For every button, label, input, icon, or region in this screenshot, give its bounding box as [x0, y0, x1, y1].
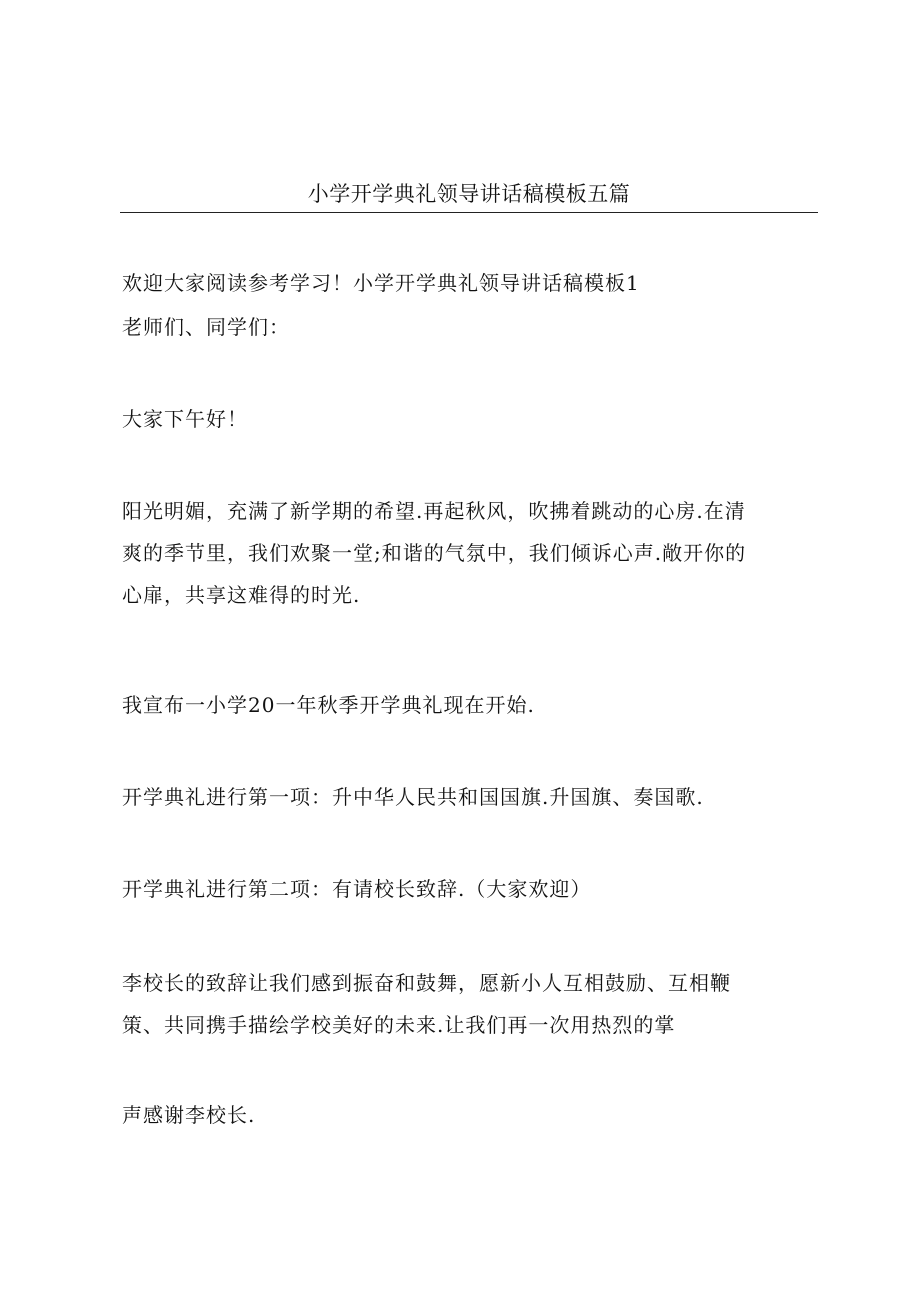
announce-line: 我宣布一小学20一年秋季开学典礼现在开始.	[122, 693, 535, 717]
opening-paragraph	[122, 490, 822, 616]
item2-line: 开学典礼进行第二项：有请校长致辞.（大家欢迎）	[122, 877, 592, 901]
paragraph-line: 心扉，共享这难得的时光.	[122, 583, 361, 607]
paragraph-line: 阳光明媚，充满了新学期的希望.再起秋风，吹拂着跳动的心房.在清	[122, 499, 746, 523]
paragraph-line: 爽的季节里，我们欢聚一堂;和谐的气氛中，我们倾诉心声.敞开你的	[122, 541, 747, 565]
title-underline	[120, 212, 818, 213]
document-title: 小学开学典礼领导讲话稿模板五篇	[307, 182, 631, 206]
thanks-paragraph	[122, 962, 822, 1046]
intro-line: 欢迎大家阅读参考学习！小学开学典礼领导讲话稿模板1	[122, 271, 640, 295]
paragraph-line: 策、共同携手描绘学校美好的未来.让我们再一次用热烈的掌	[122, 1013, 676, 1037]
thanks-end-line: 声感谢李校长.	[122, 1103, 256, 1127]
greeting-line: 大家下午好！	[122, 407, 248, 431]
paragraph-line: 李校长的致辞让我们感到振奋和鼓舞，愿新小人互相鼓励、互相鞭	[122, 971, 731, 995]
salutation-line: 老师们、同学们：	[122, 315, 290, 339]
item1-line: 开学典礼进行第一项：升中华人民共和国国旗.升国旗、奏国歌.	[122, 785, 704, 809]
